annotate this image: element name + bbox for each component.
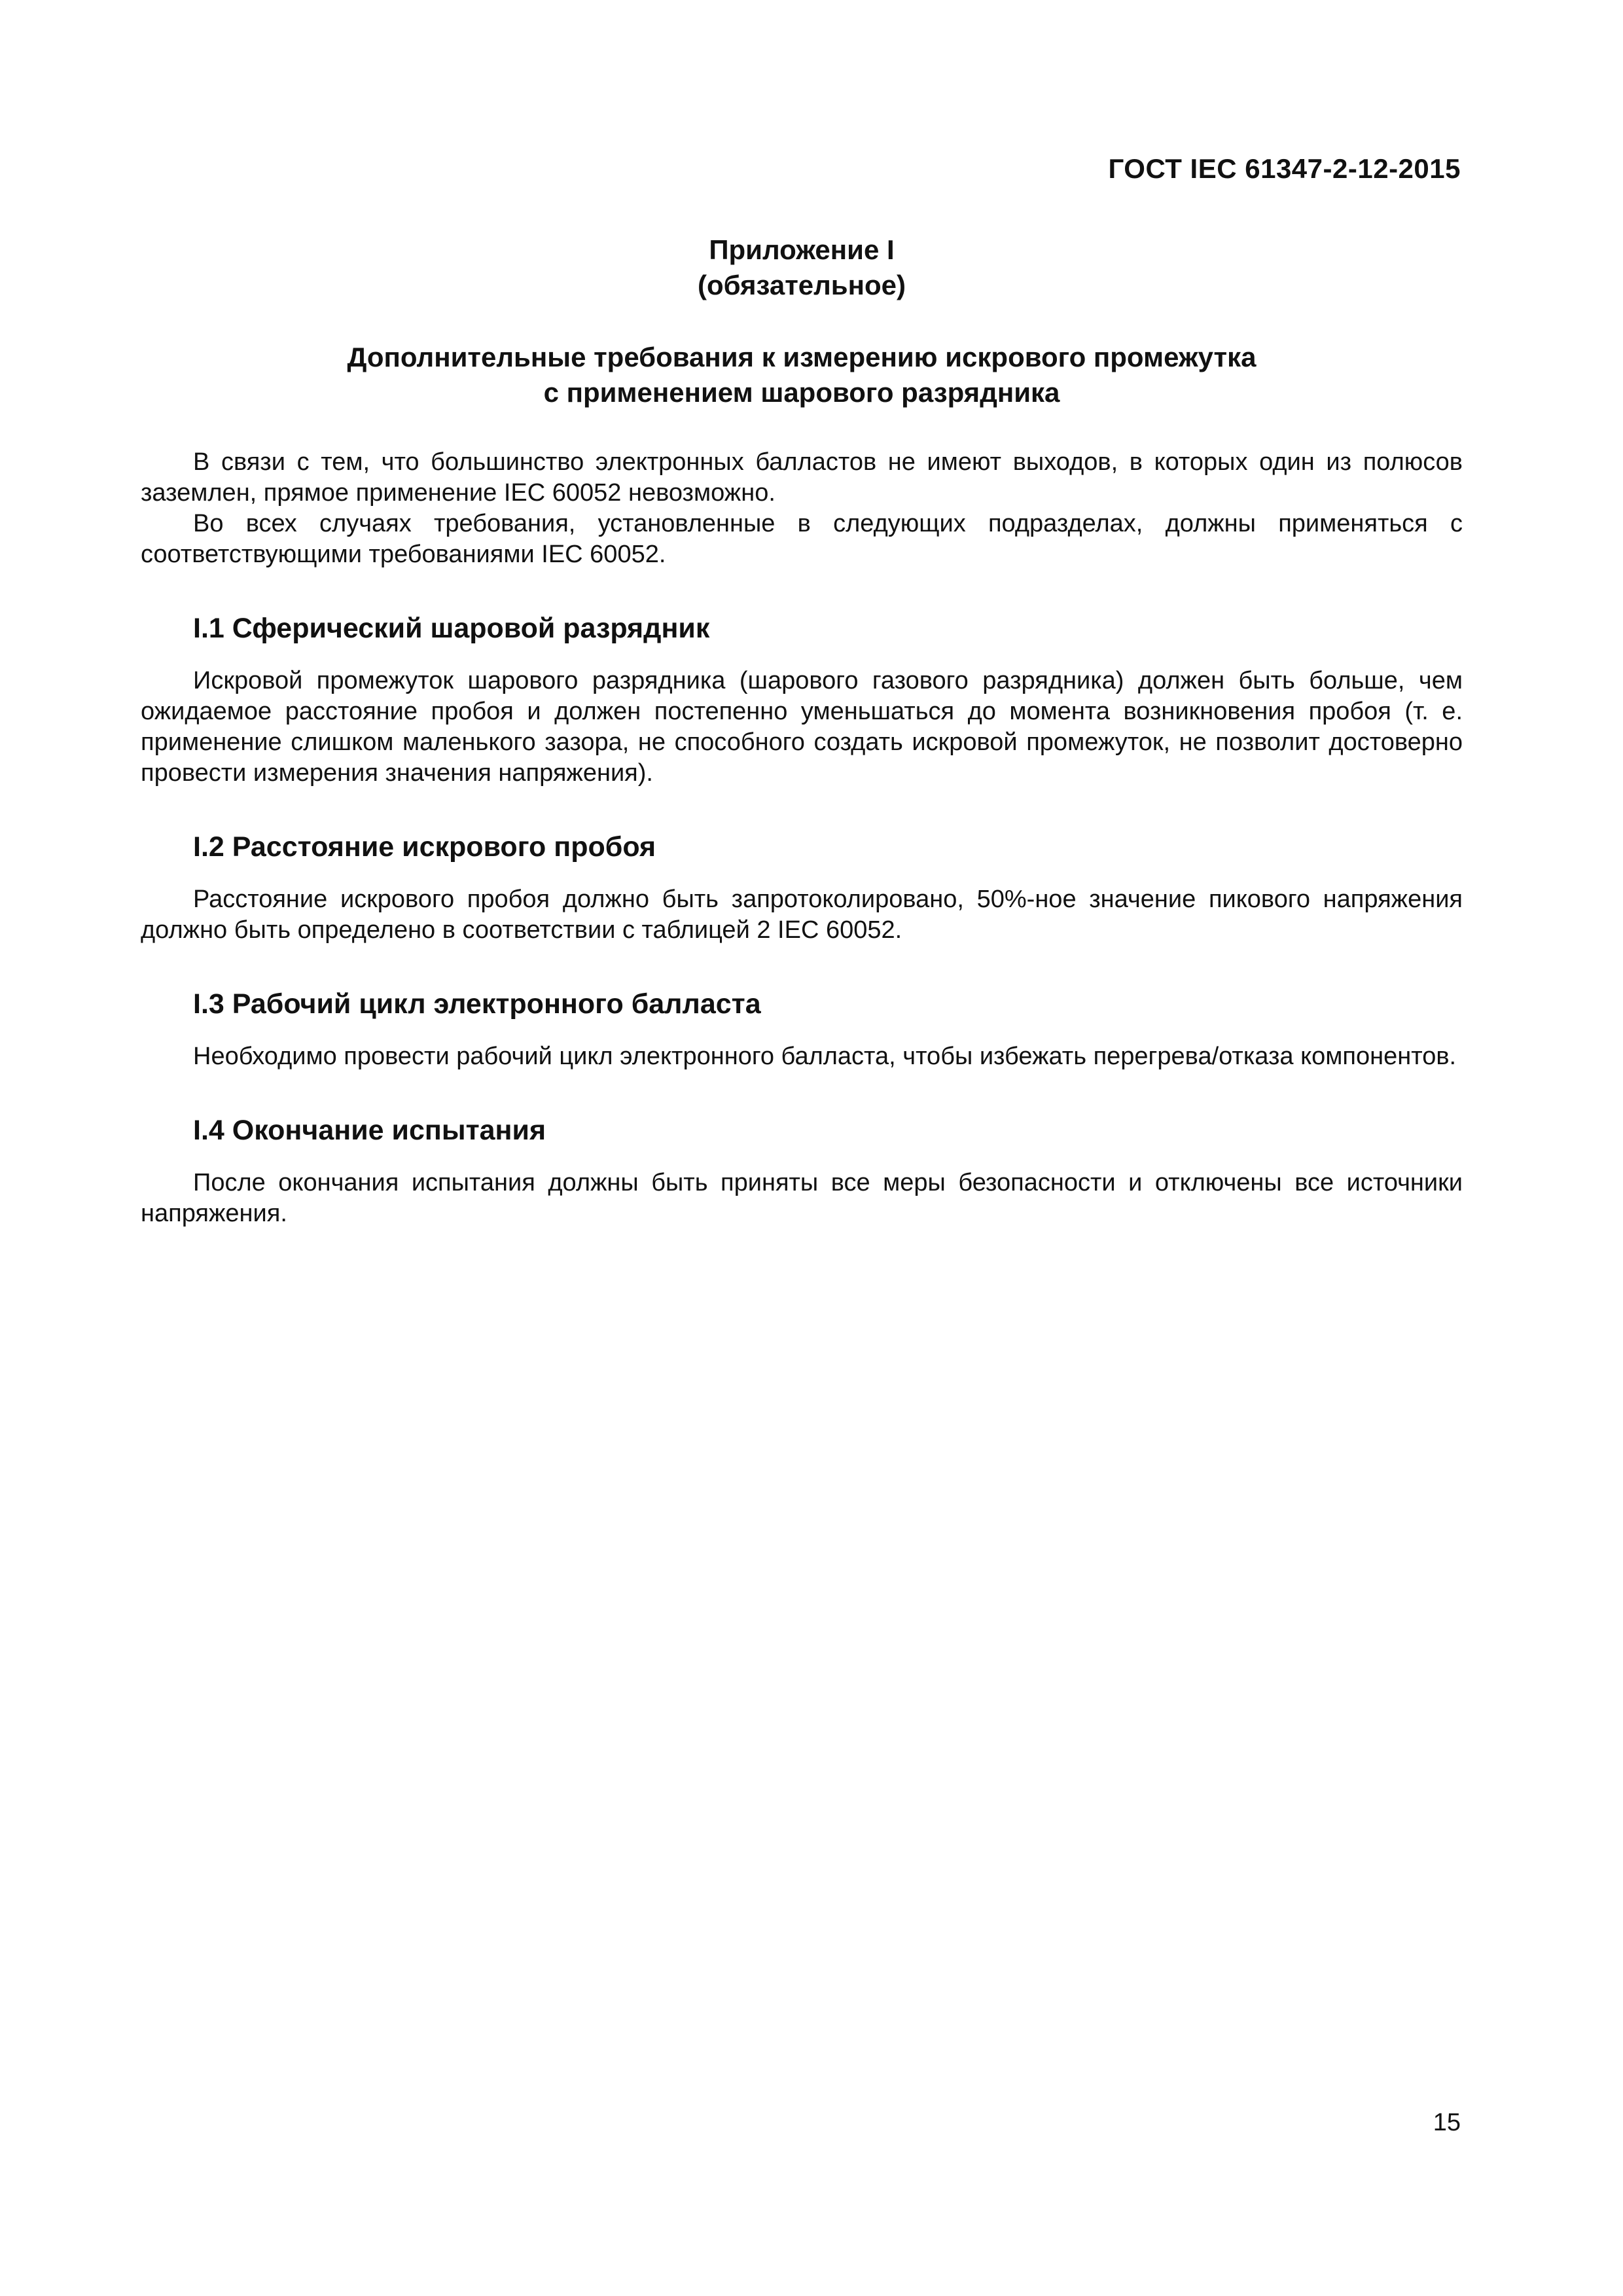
section-paragraph: После окончания испытания должны быть приняты все меры безопасности и отключены все источники напряжения. <box>141 1169 1463 1227</box>
annex-heading-line-1: Дополнительные требования к измерению искрового промежутка <box>347 342 1257 372</box>
page-number: 15 <box>1433 2109 1461 2136</box>
page-content <box>141 232 1463 1229</box>
section-paragraph: Необходимо провести рабочий цикл электронного балласта, чтобы избежать перегрева/отказа компонентов. <box>193 1043 1457 1070</box>
section-paragraph: Расстояние искрового пробоя должно быть запротоколировано, 50%-ное значение пикового напряжения должно быть определено в соответствии с таблицей 2 IEC 60052. <box>141 886 1463 944</box>
section-paragraph: Искровой промежуток шарового разрядника (шарового газового разрядника) должен быть больше, чем ожидаемое расстояние пробоя и должен постепенно уменьшаться до момента возникновения пробоя (т. е. применение слишком маленького зазора, не способного создать искровой промежуток, не позволит достоверно провести измерения значения напряжения). <box>141 667 1463 787</box>
section-heading: I.4 Окончание испытания <box>193 1115 546 1146</box>
section-heading: I.1 Сферический шаровой разрядник <box>193 613 710 644</box>
annex-status: (обязательное) <box>697 270 906 300</box>
annex-heading <box>141 340 1463 410</box>
section-heading: I.2 Расстояние искрового пробоя <box>193 831 656 863</box>
intro-block <box>141 447 1463 570</box>
document-code: ГОСТ IEC 61347-2-12-2015 <box>1108 153 1461 184</box>
section-heading: I.3 Рабочий цикл электронного балласта <box>193 988 761 1020</box>
section-i3 <box>141 986 1463 1072</box>
intro-paragraph-1: В связи с тем, что большинство электронных балластов не имеют выходов, в которых один из полюсов заземлен, прямое применение IEC 60052 невозможно. <box>141 448 1463 507</box>
section-i1 <box>141 611 1463 789</box>
annex-heading-line-2: с применением шарового разрядника <box>543 377 1060 408</box>
section-i2 <box>141 829 1463 946</box>
intro-paragraph-2: Во всех случаях требования, установленные в следующих подразделах, должны применяться с соответствующими требованиями IEC 60052. <box>141 510 1463 568</box>
section-i4 <box>141 1113 1463 1229</box>
annex-title: Приложение I <box>709 234 895 265</box>
